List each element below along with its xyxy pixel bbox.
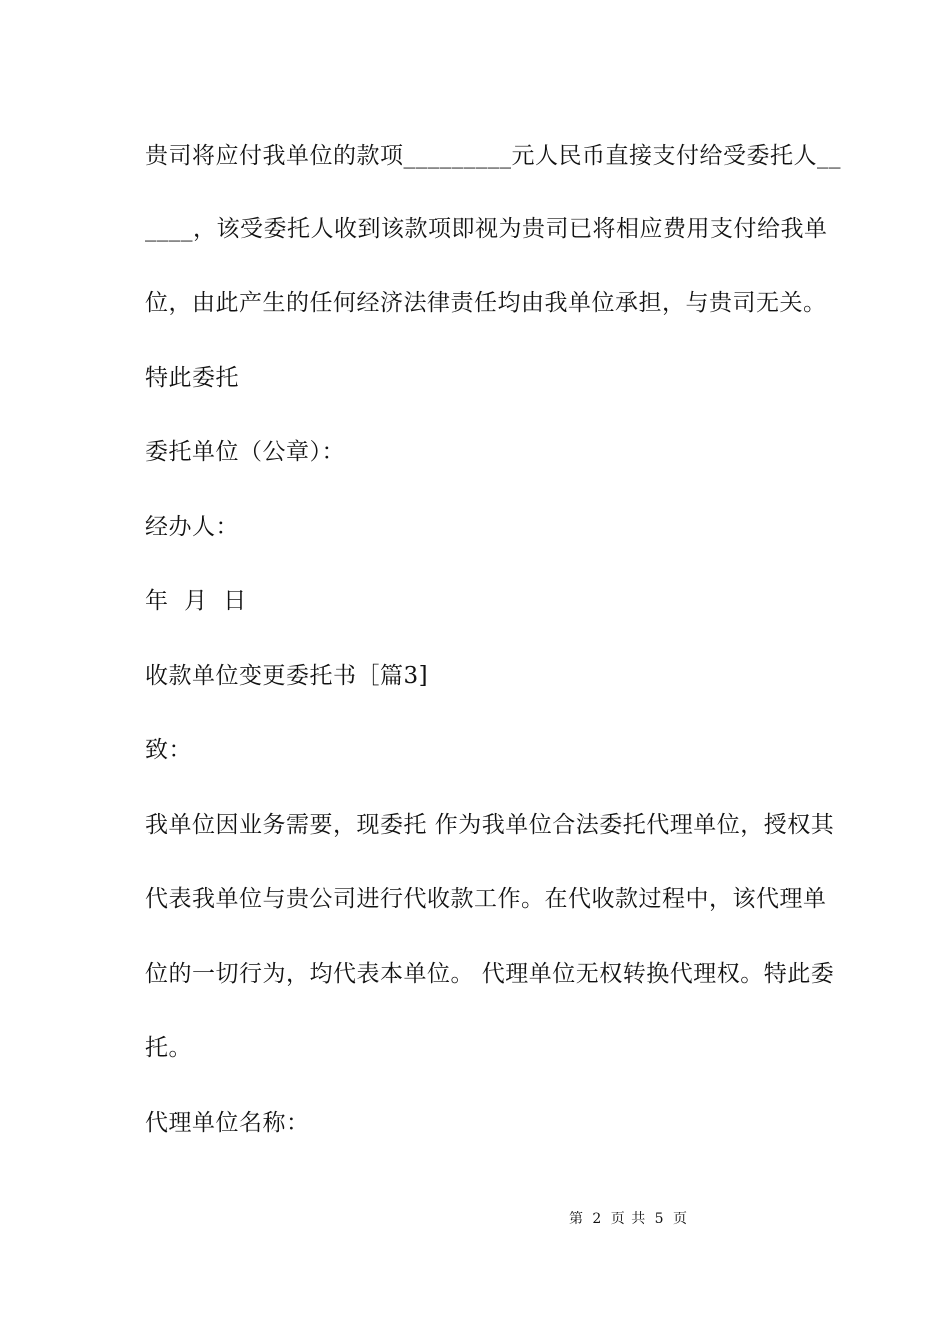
section-title: 收款单位变更委托书［篇3] bbox=[145, 663, 429, 689]
page-number bbox=[569, 1208, 691, 1228]
page-label-prefix: 第 bbox=[568, 1211, 584, 1227]
current-page-number: 2 bbox=[592, 1211, 603, 1227]
body-line-3: 位，由此产生的任何经济法律责任均由我单位承担，与贵司无关。 bbox=[145, 290, 827, 316]
handler-label: 经办人： bbox=[145, 514, 239, 540]
body-line-1: 贵司将应付我单位的款项_________元人民币直接支付给受委托人__ bbox=[145, 143, 841, 169]
agent-name-label: 代理单位名称： bbox=[145, 1110, 310, 1136]
page-footer bbox=[0, 1208, 950, 1228]
body-line-7: 托。 bbox=[145, 1035, 192, 1061]
body-line-6: 位的一切行为，均代表本单位。 代理单位无权转换代理权。特此委 bbox=[145, 961, 835, 987]
body-line-2: ____，该受委托人收到该款项即视为贵司已将相应费用支付给我单 bbox=[145, 216, 828, 242]
total-pages-number: 5 bbox=[654, 1211, 665, 1227]
date-line: 年 月 日 bbox=[145, 588, 247, 614]
body-line-4: 我单位因业务需要，现委托 作为我单位合法委托代理单位，授权其 bbox=[145, 812, 835, 838]
closing-phrase: 特此委托 bbox=[145, 365, 239, 391]
addressee-label: 致： bbox=[145, 737, 192, 763]
principal-seal-label: 委托单位（公章）： bbox=[145, 439, 345, 465]
body-line-5: 代表我单位与贵公司进行代收款工作。在代收款过程中，该代理单 bbox=[145, 886, 827, 912]
page-label-mid: 页 共 bbox=[610, 1211, 647, 1227]
page-label-suffix: 页 bbox=[673, 1211, 689, 1227]
